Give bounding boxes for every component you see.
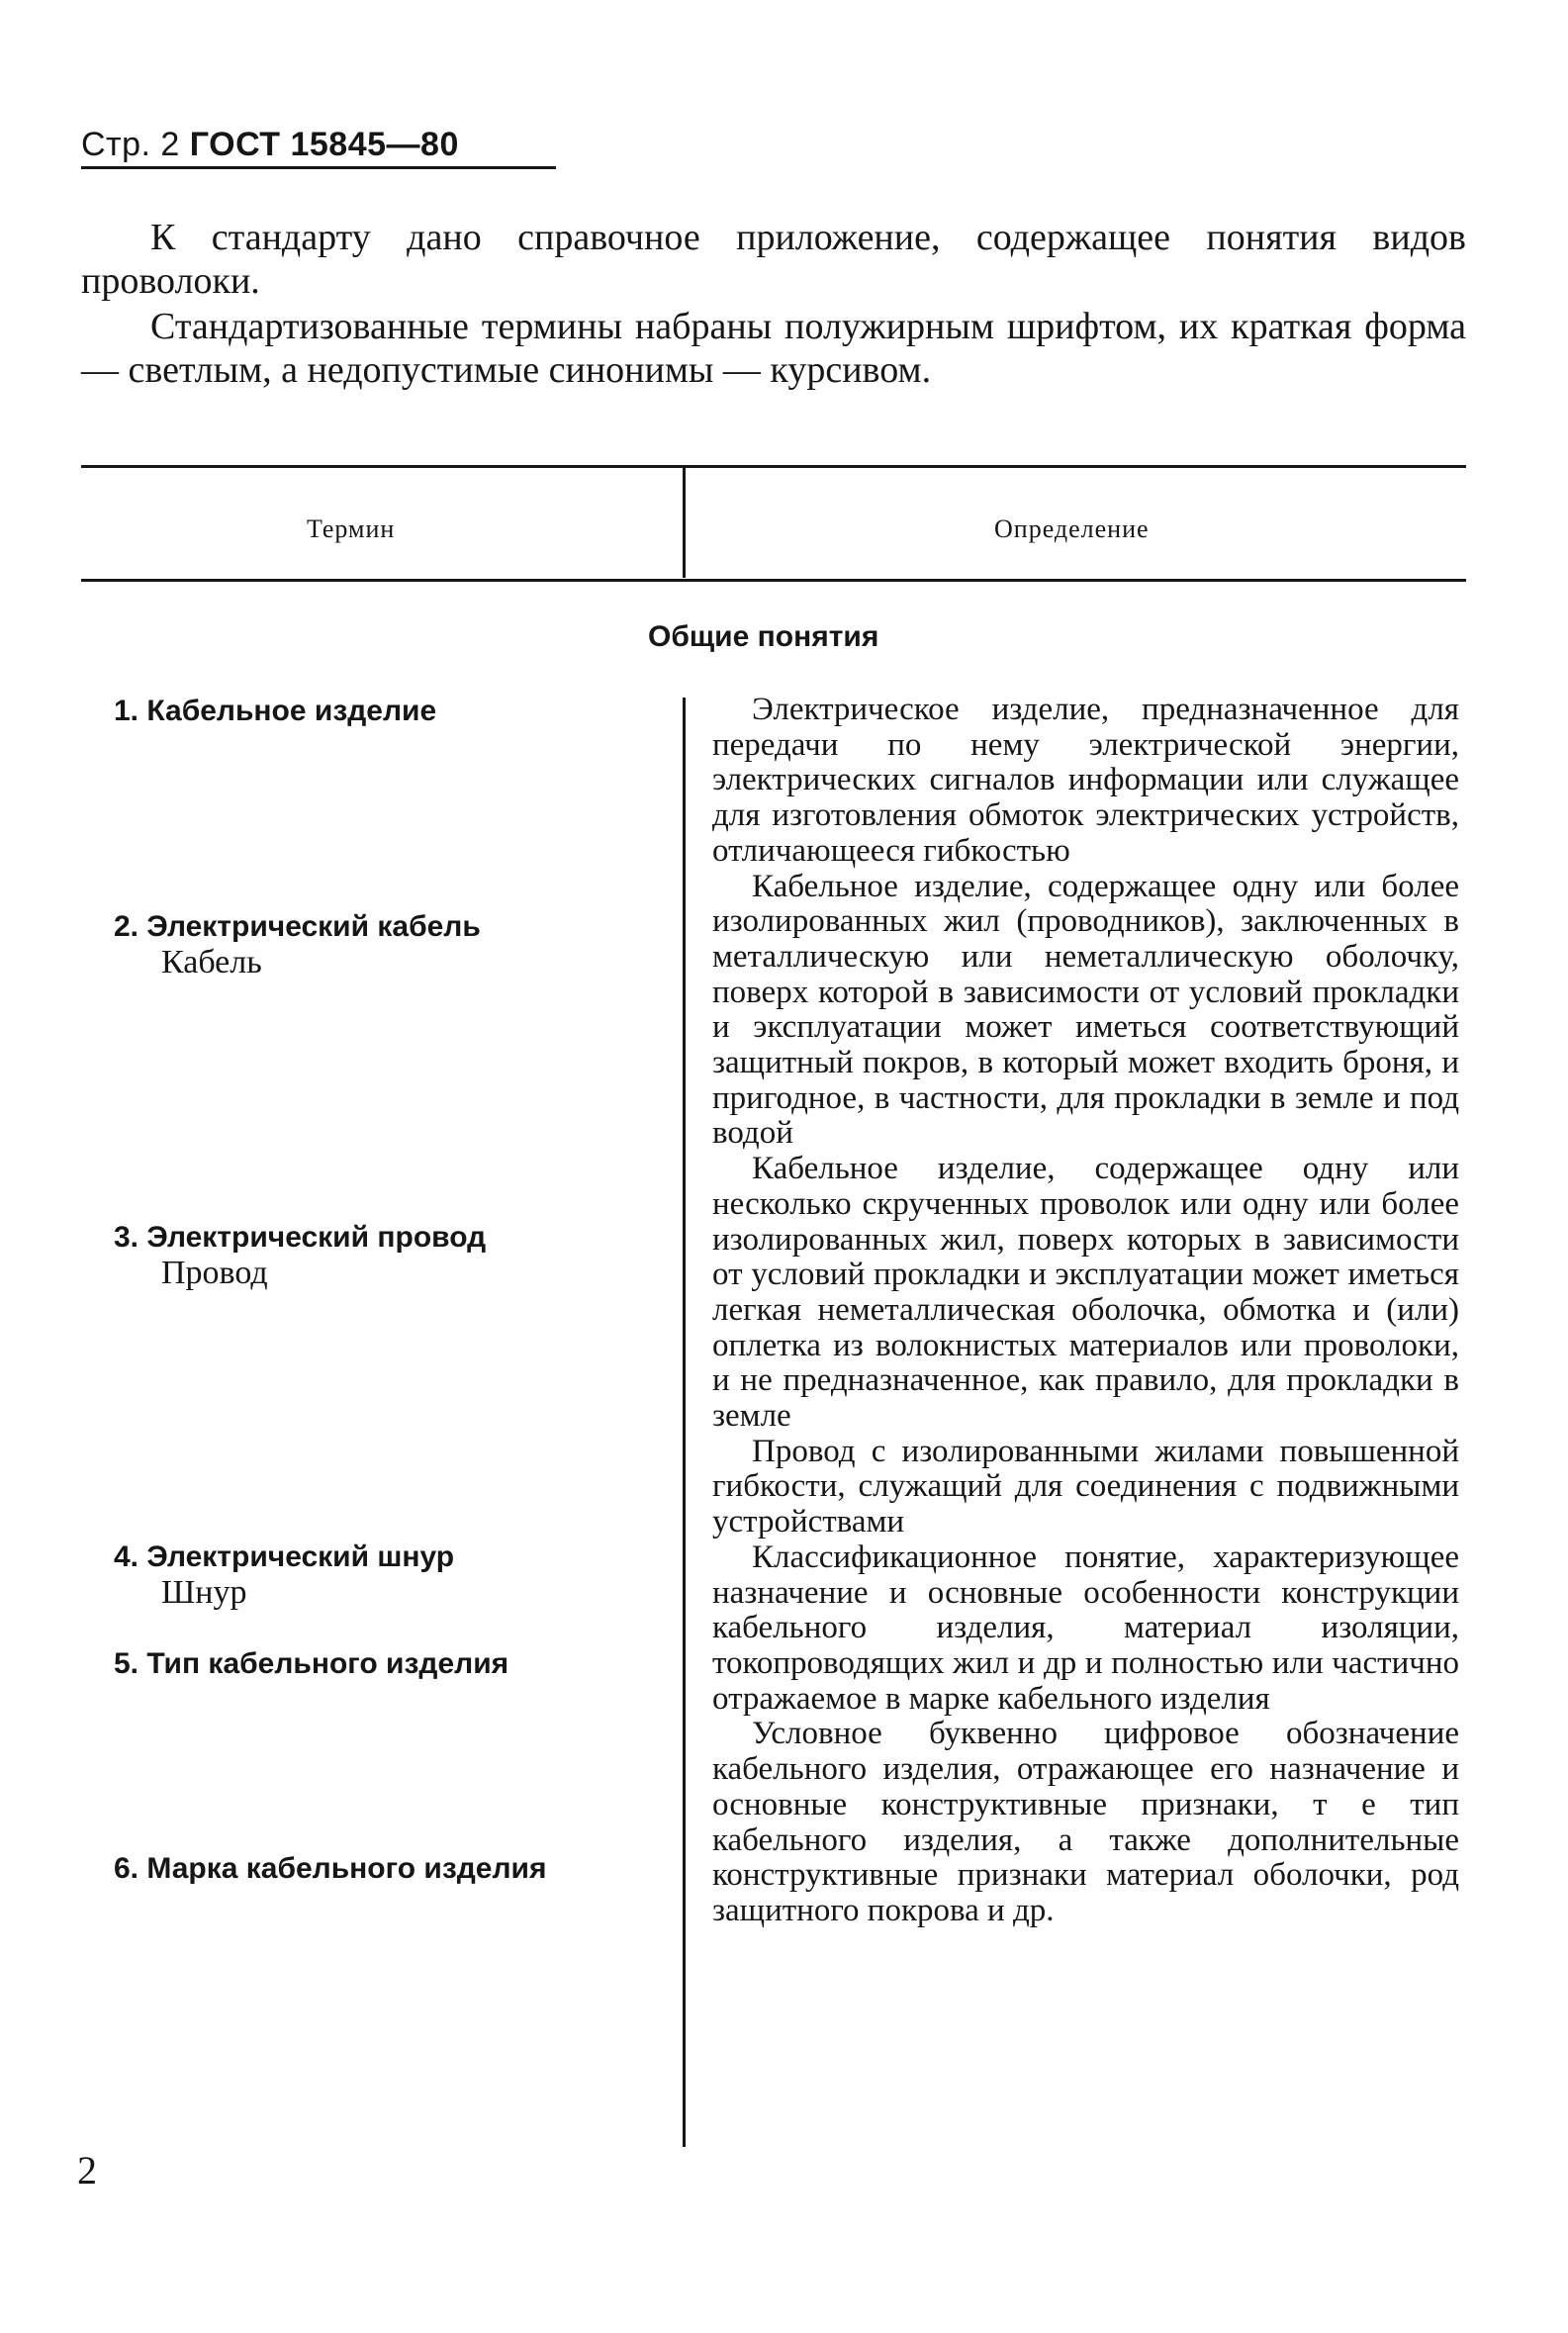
definition-5: Классификационное понятие, характеризующее назначение и основные особенности конструкции кабельного изделия, материал изоляции, токопроводящих жил и др и полностью или частично отражаемое в марке кабельного изделия (712, 1539, 1459, 1717)
section-title: Общие понятия (648, 620, 879, 653)
term-name: 2. Электрический кабель (114, 910, 481, 943)
definitions-column (712, 693, 1459, 1929)
column-header-definition: Определение (994, 514, 1150, 543)
table-top-rule (81, 465, 1466, 468)
term-short-form: Провод (161, 1255, 268, 1291)
term-3 (114, 1219, 668, 1291)
column-divider-body (683, 698, 686, 2147)
term-6 (114, 1850, 668, 1887)
definition-1: Электрическое изделие, предназначенное для передачи по нему электрической энергии, электрических сигналов информации или служащее для изготовления обмоток электрических устройств, отличающееся гибкостью (712, 692, 1459, 869)
definition-2: Кабельное изделие, содержащее одну или более изолированных жил (проводников), заключенных в металлическую или неметаллическую оболочку, поверх которой в зависимости от условий прокладки и эксплуатации может иметься соответствующий защитный покров, в который может входить броня, и пригодное, в частности, для прокладки в земле и под водой (712, 868, 1459, 1152)
term-short-form: Шнур (161, 1574, 247, 1611)
column-header-term: Термин (307, 514, 396, 543)
intro-paragraph-2: Стандартизованные термины набраны полужирным шрифтом, их краткая форма — светлым, а недопустимые синонимы — курсивом. (81, 306, 1466, 391)
term-name: 6. Марка кабельного изделия (114, 1852, 547, 1885)
term-2 (114, 908, 668, 980)
intro-paragraph-1: К стандарту дано справочное приложение, содержащее понятия видов проволоки. (81, 217, 1466, 302)
page-label: Стр. 2 (81, 126, 180, 163)
standard-id: ГОСТ 15845—80 (189, 126, 459, 163)
column-divider-header (683, 467, 686, 578)
term-name: 3. Электрический провод (114, 1221, 487, 1254)
term-name: 1. Кабельное изделие (114, 695, 437, 727)
definition-3: Кабельное изделие, содержащее одну или несколько скрученных проволок или одну или более изолированных жил, поверх которых в зависимости от условий прокладки и эксплуатации может иметься легкая неметаллическая оболочка, обмотка и (или) оплетка из волокнистых материалов или проволоки, и не предназначенное, как правило, для прокладки в земле (712, 1151, 1459, 1435)
definition-4: Провод с изолированными жилами повышенной гибкости, служащий для соединения с подвижными устройствами (712, 1433, 1459, 1540)
definition-6: Условное буквенно цифровое обозначение кабельного изделия, отражающее его назначение и основные конструктивные признаки, т е тип кабельного изделия, а также дополнительные конструктивные признаки материал оболочки, род защитного покрова и др. (712, 1716, 1459, 1928)
term-5 (114, 1645, 668, 1682)
term-1 (114, 693, 668, 729)
term-short-form: Кабель (161, 944, 262, 980)
page-number: 2 (77, 2148, 97, 2193)
intro-text (81, 216, 1466, 392)
term-name: 4. Электрический шнур (114, 1540, 455, 1573)
table-header-rule (81, 579, 1466, 582)
running-header (81, 126, 459, 164)
header-rule (81, 166, 556, 169)
term-name: 5. Тип кабельного изделия (114, 1647, 509, 1680)
term-4 (114, 1539, 668, 1611)
